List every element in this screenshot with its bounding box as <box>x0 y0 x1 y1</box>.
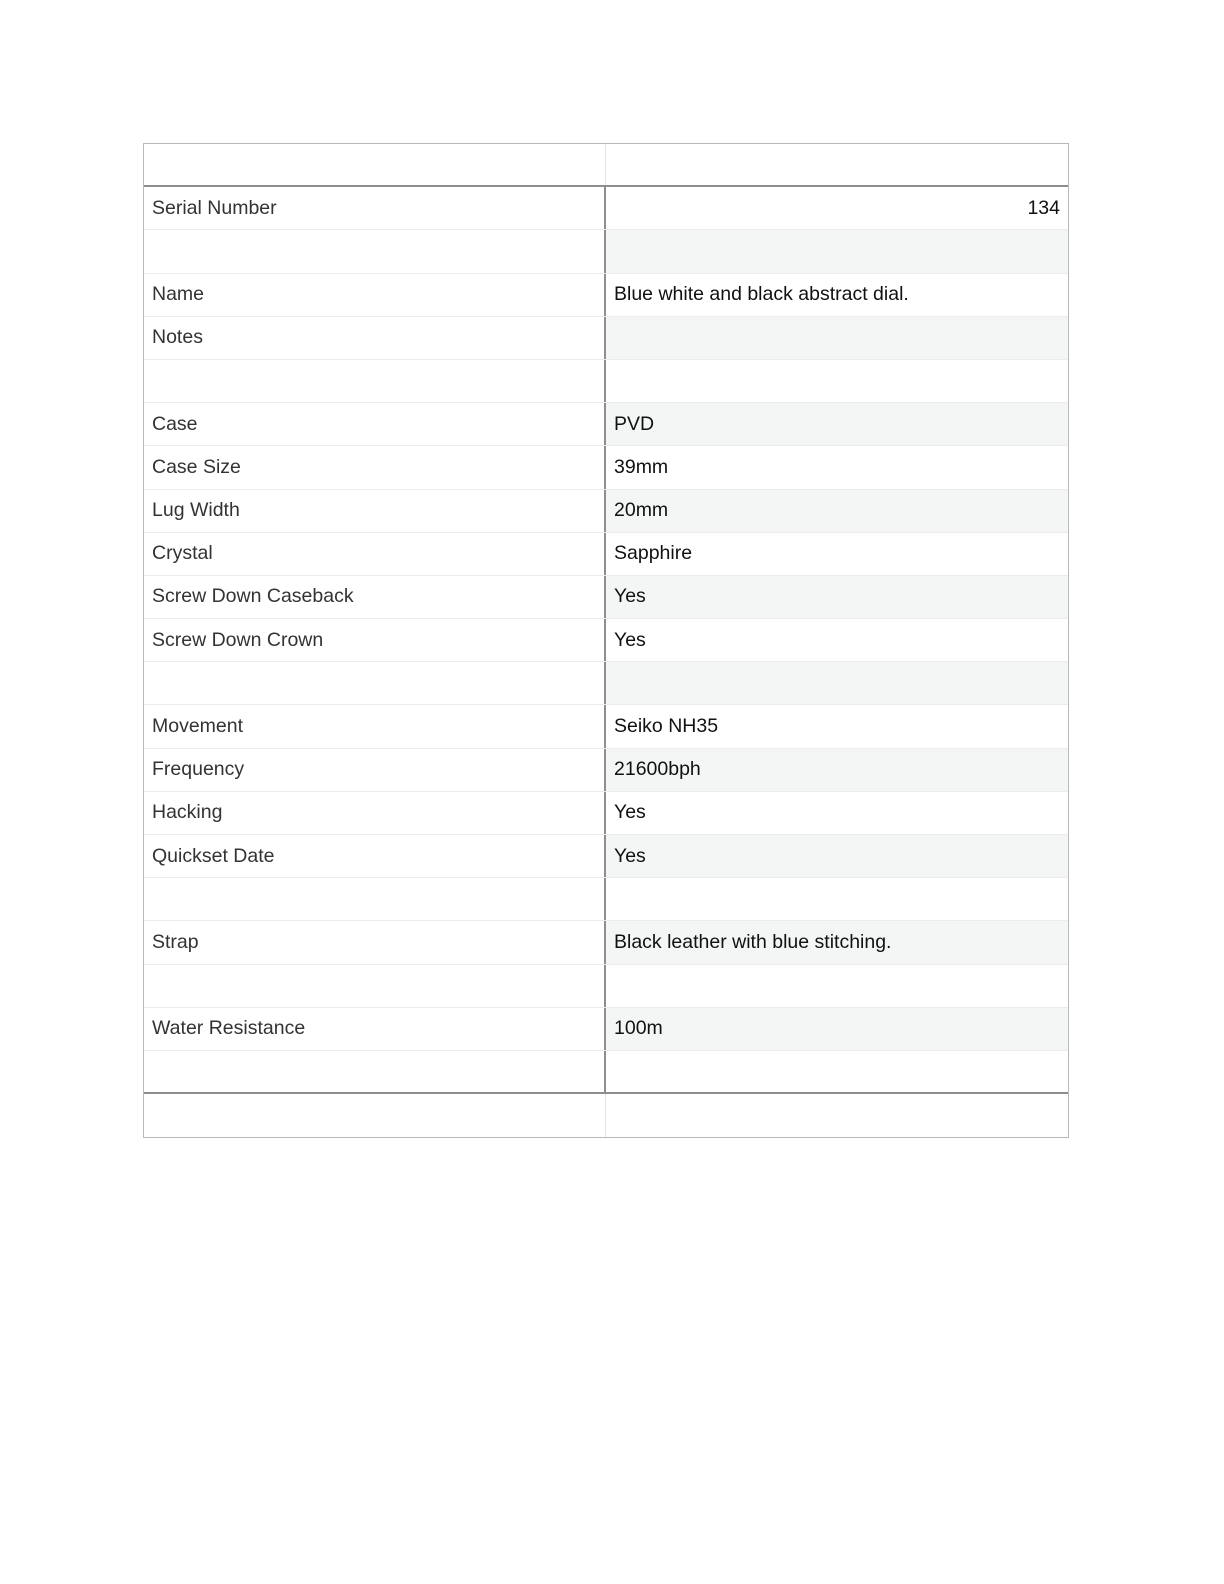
table-footer-row <box>144 1094 1068 1137</box>
row-value[interactable] <box>606 317 1068 359</box>
row-label[interactable]: Water Resistance <box>144 1008 606 1050</box>
row-label[interactable]: Serial Number <box>144 187 606 229</box>
row-value[interactable]: Yes <box>606 576 1068 618</box>
table-header-row <box>144 144 1068 187</box>
row-label[interactable]: Hacking <box>144 792 606 834</box>
row-label[interactable]: Strap <box>144 921 606 963</box>
row-value[interactable]: PVD <box>606 403 1068 445</box>
row-label[interactable]: Notes <box>144 317 606 359</box>
row-value[interactable]: 39mm <box>614 455 669 478</box>
table-row-strap <box>144 921 1068 964</box>
row-value[interactable] <box>606 965 1068 1007</box>
row-value[interactable]: 100m <box>606 1008 1068 1050</box>
row-label[interactable]: Case <box>144 403 606 445</box>
table-row-blank <box>144 360 1068 403</box>
row-value[interactable] <box>606 230 1068 272</box>
row-value[interactable]: Yes <box>614 628 646 651</box>
row-label[interactable]: Frequency <box>144 749 606 791</box>
row-value[interactable] <box>606 360 1068 402</box>
row-label[interactable]: Quickset Date <box>144 835 606 877</box>
table-row-blank <box>144 662 1068 705</box>
table-row-movement <box>144 705 1068 748</box>
row-value[interactable]: Yes <box>606 835 1068 877</box>
table-row-case-size <box>144 446 1068 489</box>
row-value[interactable] <box>606 878 1068 920</box>
table-row-crystal <box>144 533 1068 576</box>
table-row-quickset-date <box>144 835 1068 878</box>
row-label[interactable]: Screw Down Crown <box>144 619 606 661</box>
header-cell-value[interactable] <box>606 144 1068 185</box>
row-value[interactable]: 134 <box>1027 196 1060 219</box>
table-row-blank <box>144 965 1068 1008</box>
footer-cell-label[interactable] <box>144 1094 606 1137</box>
row-value[interactable]: Sapphire <box>614 542 693 565</box>
row-label[interactable]: Lug Width <box>144 490 606 532</box>
spec-table <box>143 143 1069 1138</box>
row-label[interactable] <box>144 662 606 704</box>
row-value[interactable]: Yes <box>614 801 646 824</box>
row-label[interactable] <box>144 230 606 272</box>
row-label[interactable] <box>144 965 606 1007</box>
table-row-screw-down-caseback <box>144 576 1068 619</box>
table-row-case <box>144 403 1068 446</box>
table-row-hacking <box>144 792 1068 835</box>
row-label[interactable] <box>144 878 606 920</box>
table-row-blank <box>144 1051 1068 1094</box>
row-value[interactable] <box>606 662 1068 704</box>
row-value[interactable] <box>606 1051 1068 1092</box>
row-label[interactable]: Case Size <box>144 446 606 488</box>
row-label[interactable]: Crystal <box>144 533 606 575</box>
table-row-blank <box>144 878 1068 921</box>
table-row-notes <box>144 317 1068 360</box>
header-cell-label[interactable] <box>144 144 606 185</box>
table-row-name <box>144 274 1068 317</box>
row-label[interactable]: Screw Down Caseback <box>144 576 606 618</box>
row-label[interactable]: Movement <box>144 705 606 747</box>
row-value[interactable]: Seiko NH35 <box>614 715 719 738</box>
row-label[interactable] <box>144 360 606 402</box>
row-value[interactable]: Blue white and black abstract dial. <box>614 283 909 306</box>
table-row-lug-width <box>144 490 1068 533</box>
table-row-screw-down-crown <box>144 619 1068 662</box>
row-label[interactable]: Name <box>144 274 606 316</box>
footer-cell-value[interactable] <box>606 1094 1068 1137</box>
table-row-water-resistance <box>144 1008 1068 1051</box>
table-row-blank <box>144 230 1068 273</box>
table-row-serial-number <box>144 187 1068 230</box>
row-label[interactable] <box>144 1051 606 1092</box>
row-value[interactable]: 21600bph <box>606 749 1068 791</box>
table-row-frequency <box>144 749 1068 792</box>
row-value[interactable]: Black leather with blue stitching. <box>606 921 1068 963</box>
row-value[interactable]: 20mm <box>606 490 1068 532</box>
